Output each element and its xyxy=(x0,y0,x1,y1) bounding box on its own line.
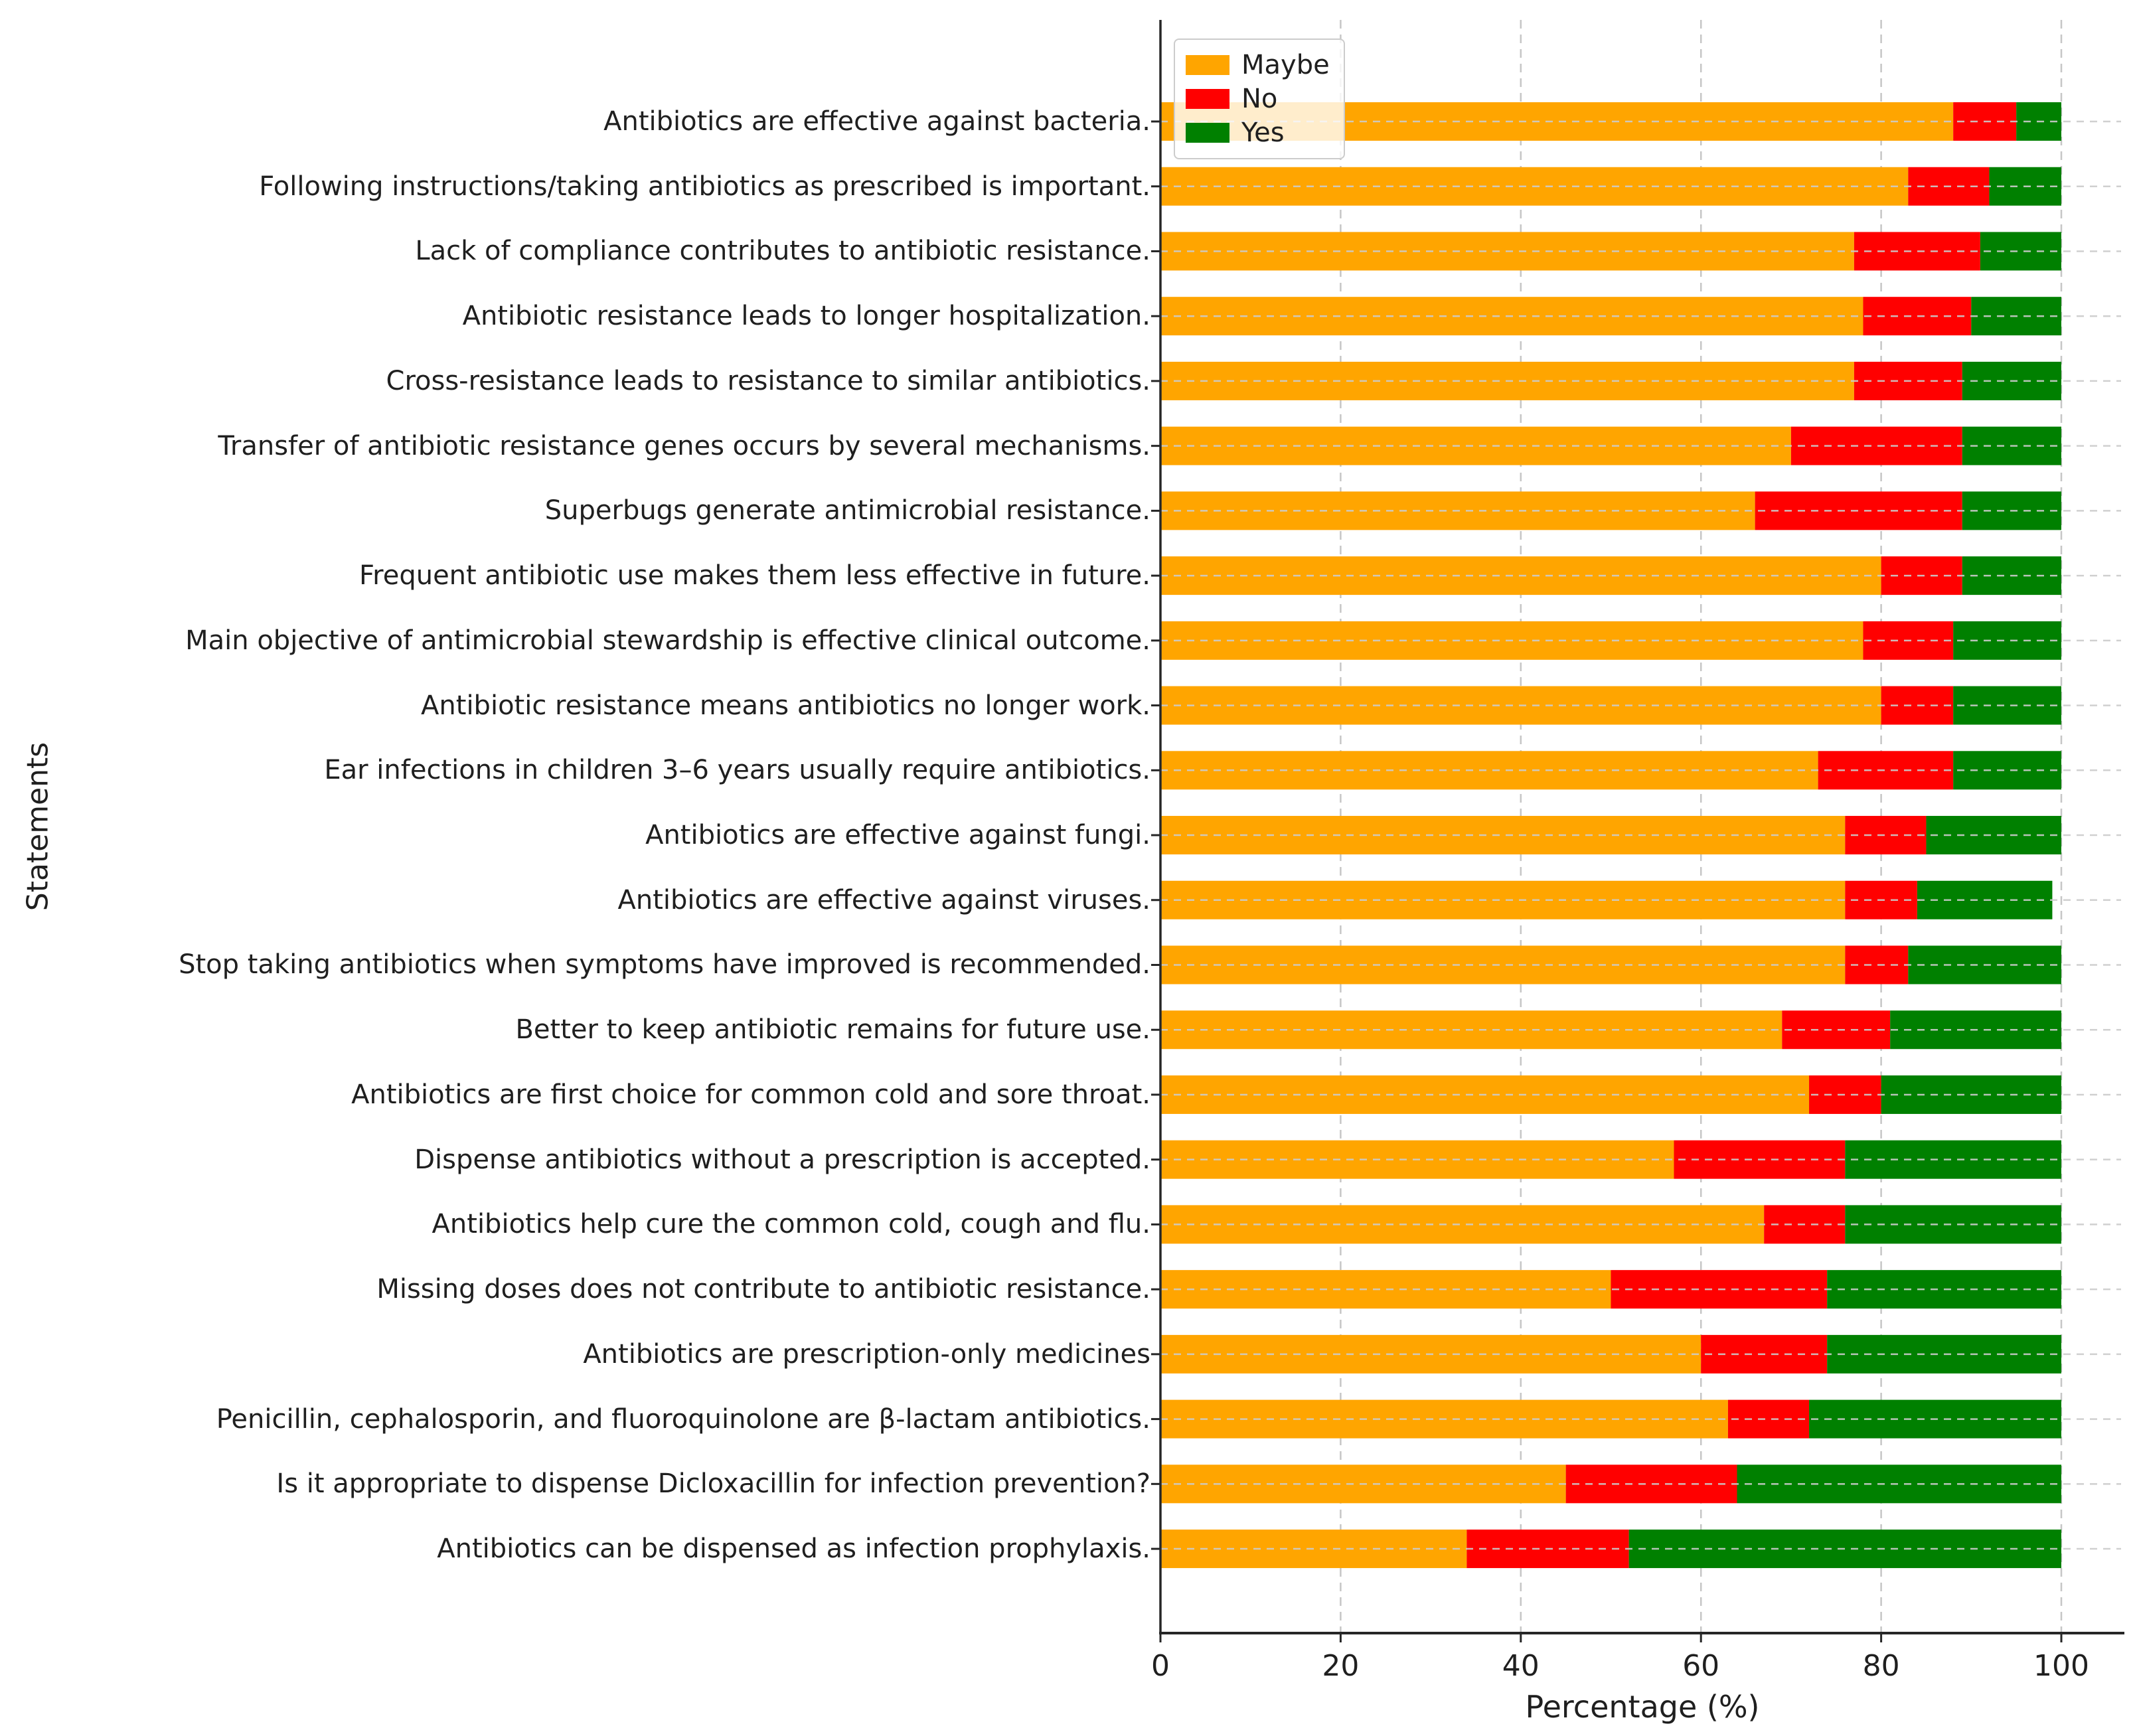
x-tick-label: 20 xyxy=(1322,1649,1360,1683)
legend-swatch-yes-icon xyxy=(1186,123,1229,143)
category-label: Antibiotics are effective against fungi. xyxy=(645,820,1150,851)
category-label: Antibiotics are prescription-only medicines xyxy=(583,1338,1150,1370)
category-label: Better to keep antibiotic remains for future use. xyxy=(515,1014,1150,1046)
category-label: Penicillin, cephalosporin, and fluoroquinolone are β-lactam antibiotics. xyxy=(216,1403,1150,1435)
legend-label-yes: Yes xyxy=(1241,118,1285,148)
category-label: Antibiotics help cure the common cold, cough and flu. xyxy=(432,1209,1150,1240)
bar-segment-no xyxy=(1728,1400,1809,1439)
legend-swatch-no-icon xyxy=(1186,89,1229,109)
legend-entry-maybe xyxy=(1186,49,1333,81)
category-label: Transfer of antibiotic resistance genes occurs by several mechanisms. xyxy=(218,430,1150,461)
bar-segment-maybe xyxy=(1160,945,1845,984)
bar-segment-maybe xyxy=(1160,881,1845,919)
category-label: Stop taking antibiotics when symptoms have improved is recommended. xyxy=(179,949,1150,981)
category-label: Antibiotic resistance means antibiotics no longer work. xyxy=(421,690,1150,721)
category-label: Ear infections in children 3–6 years usually require antibiotics. xyxy=(324,755,1150,786)
category-label: Missing doses does not contribute to antibiotic resistance. xyxy=(376,1274,1150,1305)
bar-segment-yes xyxy=(1953,751,2061,789)
bar-segment-yes xyxy=(1980,232,2061,270)
bar-segment-yes xyxy=(1953,686,2061,725)
legend-entry-no xyxy=(1186,83,1333,115)
category-label: Antibiotics can be dispensed as infection prophylaxis. xyxy=(437,1534,1150,1565)
legend-label-maybe: Maybe xyxy=(1241,50,1330,80)
category-label: Antibiotics are effective against viruses. xyxy=(617,884,1150,915)
category-label: Antibiotics are effective against bacteria. xyxy=(603,106,1150,137)
category-label: Following instructions/taking antibiotics as prescribed is important. xyxy=(259,171,1150,202)
x-tick-label: 40 xyxy=(1502,1649,1540,1683)
bar-segment-maybe xyxy=(1160,816,1845,854)
bar-segment-maybe xyxy=(1160,1205,1764,1243)
category-label: Antibiotics are first choice for common cold and sore throat. xyxy=(351,1079,1150,1110)
category-label: Frequent antibiotic use makes them less effective in future. xyxy=(359,560,1150,592)
x-tick-label: 100 xyxy=(2033,1649,2089,1683)
x-tick-label: 0 xyxy=(1151,1649,1170,1683)
x-tick-label: 60 xyxy=(1682,1649,1720,1683)
category-label: Dispense antibiotics without a prescription is accepted. xyxy=(414,1144,1150,1175)
category-label: Superbugs generate antimicrobial resistance. xyxy=(544,495,1150,526)
bar-segment-yes xyxy=(1953,621,2061,660)
legend-swatch-maybe-icon xyxy=(1186,55,1229,75)
x-axis-label: Percentage (%) xyxy=(1525,1689,1760,1725)
category-label: Lack of compliance contributes to antibiotic resistance. xyxy=(415,236,1150,267)
legend-label-no: No xyxy=(1241,84,1278,114)
category-label: Cross-resistance leads to resistance to similar antibiotics. xyxy=(386,365,1150,396)
legend xyxy=(1174,39,1345,159)
category-label: Is it appropriate to dispense Dicloxacillin for infection prevention? xyxy=(276,1468,1150,1500)
x-tick-label: 80 xyxy=(1862,1649,1900,1683)
legend-entry-yes xyxy=(1186,117,1333,149)
category-label: Antibiotic resistance leads to longer hospitalization. xyxy=(462,301,1150,332)
category-label: Main objective of antimicrobial stewardship is effective clinical outcome. xyxy=(185,625,1150,656)
y-axis-label: Statements xyxy=(21,742,55,911)
